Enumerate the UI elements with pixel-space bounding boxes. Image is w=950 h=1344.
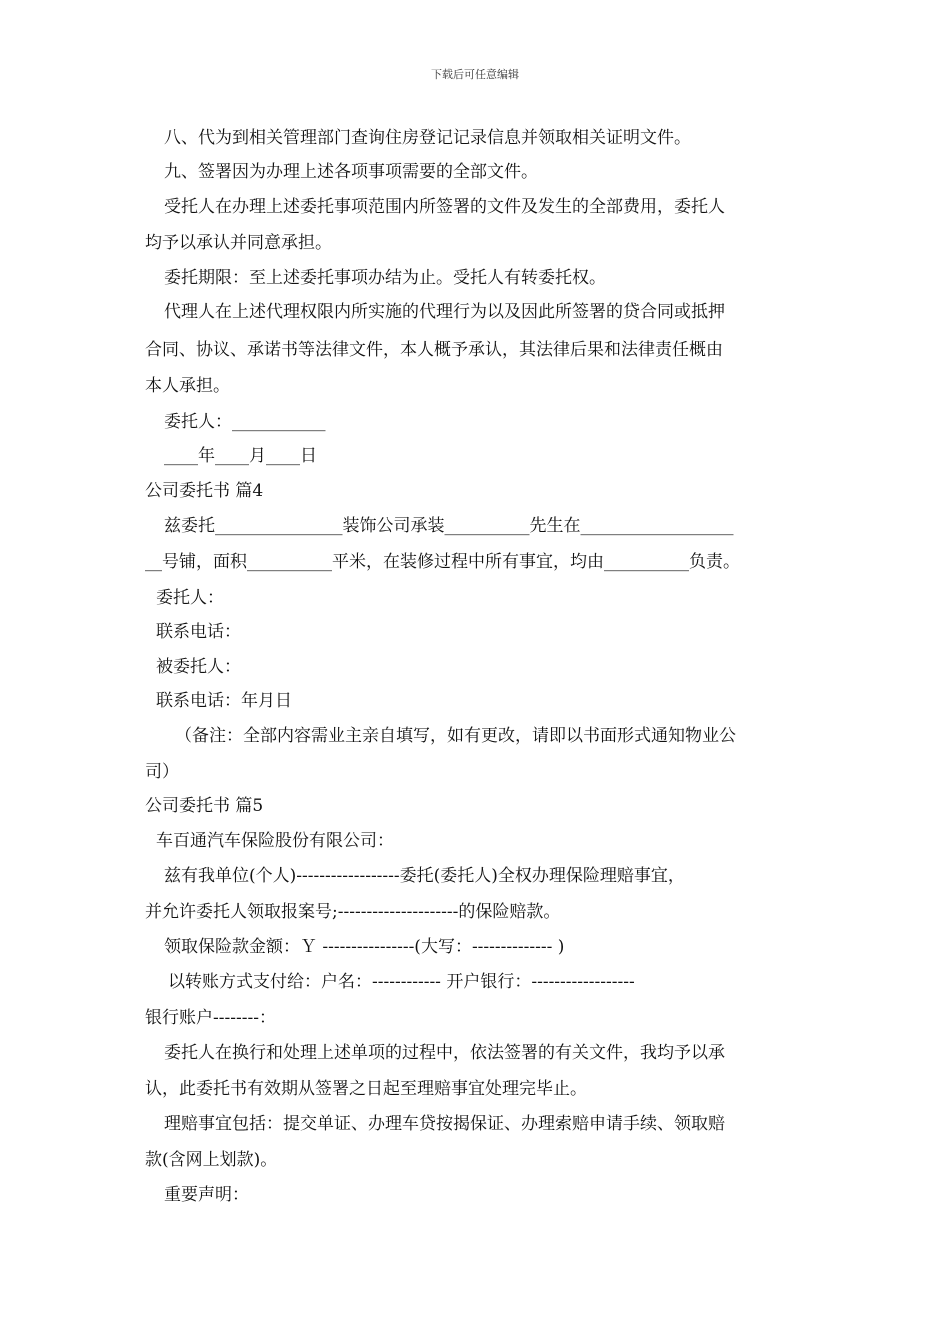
text-line: 并允许委托人领取报案号;---------------------的保险赔款。 xyxy=(145,902,561,922)
text-line: 款(含网上划款)。 xyxy=(145,1150,278,1170)
text-line: 以转账方式支付给：户名：------------ 开户银行：------------------ xyxy=(168,972,635,992)
section-heading: 公司委托书 篇4 xyxy=(145,481,264,501)
text-line: 联系电话： xyxy=(156,622,241,642)
text-line: 兹委托_______________装饰公司承装__________先生在__________________ xyxy=(164,516,734,536)
text-line: 领取保险款金额：Ｙ ----------------(大写：-------------- ) xyxy=(164,937,565,957)
text-line: 委托人： xyxy=(156,588,224,608)
text-line: 受托人在办理上述委托事项范围内所签署的文件及发生的全部费用，委托人 xyxy=(164,197,725,217)
text-line: 本人承担。 xyxy=(145,376,230,396)
header-note: 下载后可任意编辑 xyxy=(431,68,519,81)
text-line: 八、代为到相关管理部门查询住房登记记录信息并领取相关证明文件。 xyxy=(164,128,691,148)
text-line: 认，此委托书有效期从签署之日起至理赔事宜处理完毕止。 xyxy=(145,1079,587,1099)
text-line: 被委托人： xyxy=(156,657,241,677)
section-heading: 公司委托书 篇5 xyxy=(145,796,264,816)
text-line: 委托期限：至上述委托事项办结为止。受托人有转委托权。 xyxy=(164,268,606,288)
text-line: __号铺，面积__________平米，在装修过程中所有事宜，均由__________负责。 xyxy=(145,552,740,572)
signature-line: 委托人：___________ xyxy=(164,412,326,432)
text-line: 理赔事宜包括：提交单证、办理车贷按揭保证、办理索赔申请手续、领取赔 xyxy=(164,1114,725,1134)
text-line: 均予以承认并同意承担。 xyxy=(145,233,332,253)
text-line: 车百通汽车保险股份有限公司： xyxy=(156,831,394,851)
text-line: 九、签署因为办理上述各项事项需要的全部文件。 xyxy=(164,162,538,182)
text-line: 银行账户--------： xyxy=(145,1008,276,1028)
note-line: 司） xyxy=(145,762,179,782)
text-line: 代理人在上述代理权限内所实施的代理行为以及因此所签署的贷合同或抵押 xyxy=(164,302,725,322)
text-line: 兹有我单位(个人)------------------委托(委托人)全权办理保险理赔事宜， xyxy=(164,866,685,886)
text-line: 重要声明： xyxy=(164,1185,249,1205)
text-line: 合同、协议、承诺书等法律文件，本人概予承认，其法律后果和法律责任概由 xyxy=(145,340,723,360)
text-line: 联系电话：年月日 xyxy=(156,691,292,711)
note-line: （备注：全部内容需业主亲自填写，如有更改，请即以书面形式通知物业公 xyxy=(175,726,736,746)
text-line: 委托人在换行和处理上述单项的过程中，依法签署的有关文件，我均予以承 xyxy=(164,1043,725,1063)
date-line: ____年____月____日 xyxy=(164,446,317,466)
